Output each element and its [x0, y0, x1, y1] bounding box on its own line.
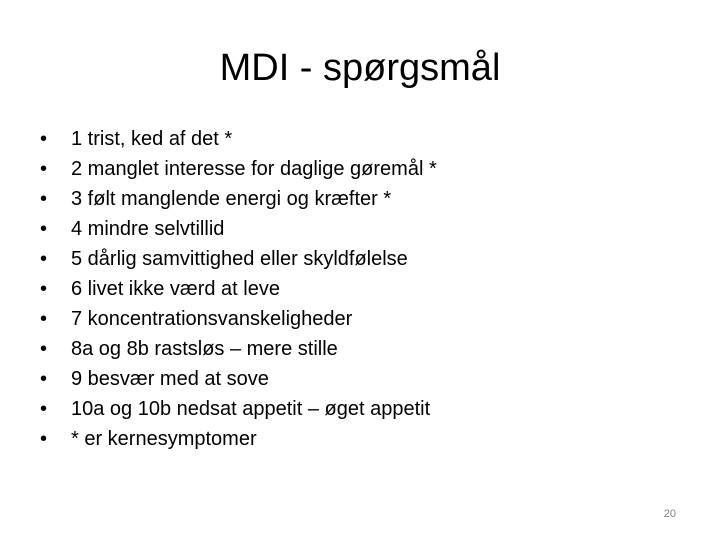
list-item [40, 274, 437, 304]
list-item [40, 214, 437, 244]
slide-number: 20 [663, 508, 676, 520]
bullet-icon: • [40, 218, 48, 240]
list-item [40, 244, 437, 274]
list-item-text: 6 livet ikke værd at leve [71, 278, 280, 300]
bullet-icon: • [40, 338, 48, 360]
list-item-text: 5 dårlig samvittighed eller skyldfølelse [71, 248, 408, 270]
list-item [40, 424, 437, 454]
list-item-text: 7 koncentrationsvanskeligheder [71, 308, 353, 330]
list-item-text: 1 trist, ked af det * [71, 128, 233, 150]
list-item [40, 394, 437, 424]
list-item-text: * er kernesymptomer [71, 428, 257, 450]
list-item-text: 10a og 10b nedsat appetit – øget appetit [71, 398, 431, 420]
list-item [40, 304, 437, 334]
bullet-icon: • [40, 158, 48, 180]
list-item-text: 8a og 8b rastsløs – mere stille [71, 338, 338, 360]
bullet-icon: • [40, 278, 48, 300]
list-item [40, 124, 437, 154]
bullet-icon: • [40, 248, 48, 270]
list-item-text: 4 mindre selvtillid [71, 218, 225, 240]
bullet-icon: • [40, 398, 48, 420]
list-item [40, 364, 437, 394]
slide-title: MDI - spørgsmål [219, 47, 501, 89]
bullet-icon: • [40, 428, 48, 450]
bullet-icon: • [40, 128, 48, 150]
bullet-icon: • [40, 368, 48, 390]
list-item-text: 9 besvær med at sove [71, 368, 269, 390]
bullet-icon: • [40, 308, 48, 330]
list-item-text: 3 følt manglende energi og kræfter * [71, 188, 392, 210]
list-item [40, 334, 437, 364]
bullet-icon: • [40, 188, 48, 210]
bullet-list [40, 124, 437, 454]
list-item [40, 154, 437, 184]
list-item [40, 184, 437, 214]
list-item-text: 2 manglet interesse for daglige gøremål * [71, 158, 437, 180]
